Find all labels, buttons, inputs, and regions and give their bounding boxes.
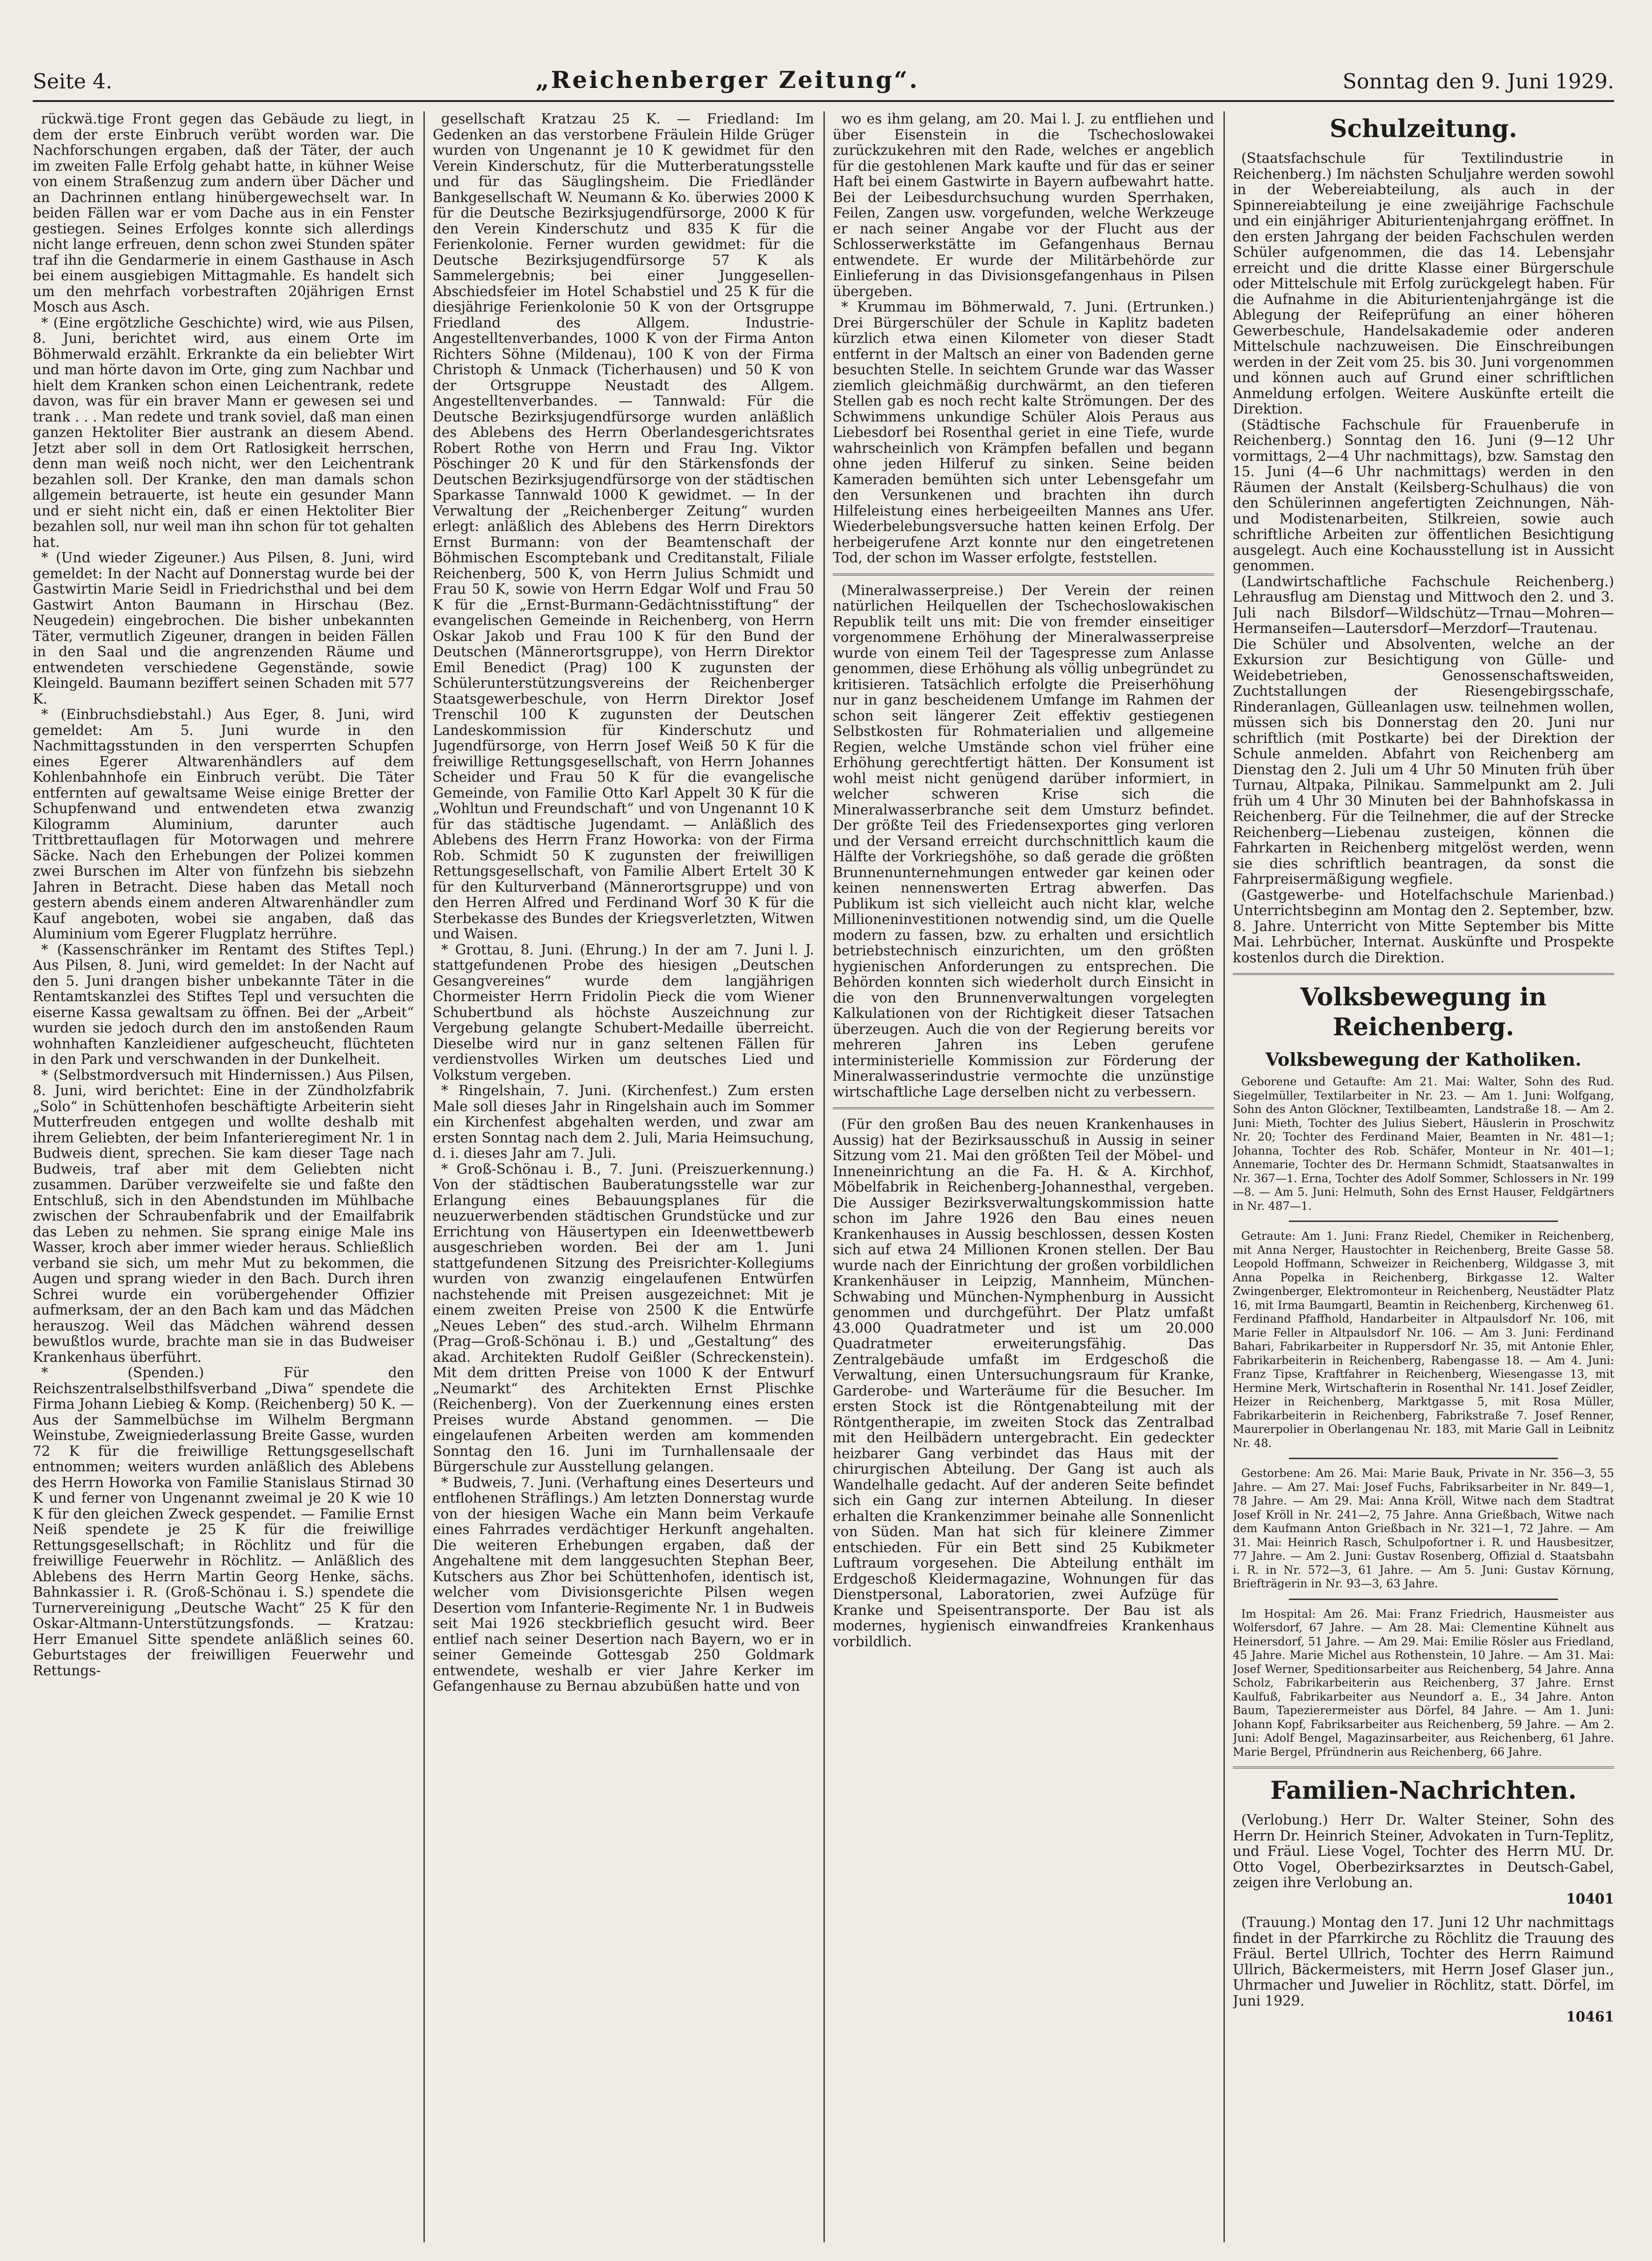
article: (Mineralwasserpreise.) Der Verein der reinen natürlichen Heilquellen der Tschechoslowakischen Republik teilt uns mit: Die von fremder einseitiger vorgenommene Erhöhung der Mineralwasserpreise wurde von einem Teil der Tagespresse zum Anlasse genommen, diese Erhöhung als völlig unbegründet zu kritisieren. Tatsächlich erfolgte die Preiserhöhung nur in ganz bescheidenem Umfange im Rahmen der schon seit längerer Zeit effektiv gestiegenen Selbstkosten für Rohmaterialien und allgemeine Regien, welche Umstände schon viel früher eine Erhöhung gerechtfertigt hätten. Der Konsument ist wohl meist nicht genügend darüber informiert, in welcher schweren Krise sich die Mineralwasserbranche seit dem Umsturz befindet. Der größte Teil des Friedensexportes ging verloren und der Versand erreicht durchschnittlich kaum die Hälfte der Vorkriegshöhe, so daß gerade die größten Brunnenunternehmungen entweder gar keinen oder keinen nennenswerten Ertrag abwerfen. Das Publikum ist sich vielleicht auch nicht klar, welche Millioneninvestitionen notwendig sind, um die Quelle modern zu fassen, bzw. zu erhalten und ersichtlich betriebstechnisch einzurichten, um den größten hygienischen Anforderungen zu entsprechen. Die Behörden konnten sich wiederholt durch Einsicht in die von den Brunnenverwaltungen vorgelegten Kalkulationen von der Richtigkeit dieser Tatsachen überzeugen. Auch die von der Regierung bereits vor mehreren Jahren ins Leben gerufene interministerielle Kommission zur Förderung der Mineralwasserindustrie vermochte die unzünstige wirtschaftliche Lage derselben nicht zu verbessern. — [833, 582, 1214, 1100]
article: * (Selbstmordversuch mit Hindernissen.) Aus Pilsen, 8. Juni, wird berichtet: Eine in der Zündholzfabrik „Solo“ in Schüttenhofen beschäftigte Arbeiterin sieht Mutterfreuden entgegen und wollte deshalb mit ihrem Geliebten, der beim Infanterieregiment Nr. 1 in Budweis dient, sprechen. Sie kam dieser Tage nach Budweis, traf aber mit dem Geliebten nicht zusammen. Darüber verzweifelte sie und faßte den Entschluß, sich in den Abendstunden im Mühlbache zwischen der Schraubenfabrik und der Emailfabrik das Leben zu nehmen. Sie sprang einige Male ins Wasser, kroch aber immer wieder heraus. Schließlich verband sie sich, um mehr Mut zu bekommen, die Augen und sprang wieder in den Bach. Durch ihren Schrei wurde ein vorübergehender Offizier aufmerksam, der an den Bach kam und das Mädchen herauszog. Weil das Mädchen während dessen bewußtlos wurde, brachte man sie in das Budweiser Krankenhaus überführt. — [33, 1067, 414, 1365]
section-heading-family: Familien-Nachrichten. — [1270, 1776, 1577, 1805]
page-number: Seite 4. — [33, 70, 112, 94]
article: (Staatsfachschule für Textilindustrie in Reichenberg.) Im nächsten Schuljahre werden sowohl in der Webereiabteilung, als auch in der Spinnereiabteilung je eine zweijährige Fachschule und ein einjähriger Abiturientenjahrgang eröffnet. In den ersten Jahrgang der beiden Fachschulen werden Schüler aufgenommen, die das 14. Lebensjahr erreicht und die dritte Klasse einer Bürgerschule oder Mittelschule mit Erfolg zurückgelegt haben. Für die Aufnahme in die Abiturientenjahrgänge ist die Ablegung der Reifeprüfung an einer höheren Gewerbeschule, Handelsakademie oder anderen Mittelschule nachzuweisen. Die Einschreibungen werden in der Zeit vom 25. bis 30. Juni vorgenommen und können auch auf Grund einer schriftlichen Anmeldung erfolgen. Weitere Auskünfte erteilt die Direktion. — [1233, 150, 1614, 417]
newspaper-title: „Reichenberger Zeitung“. — [535, 66, 919, 94]
column-4 — [1233, 111, 1614, 2242]
column-3 — [833, 111, 1214, 2242]
notice-text: (Trauung.) Montag den 17. Juni 12 Uhr nachmittags findet in der Pfarrkirche zu Röchlitz die Trauung des Fräul. Bertel Ullrich, Tochter des Herrn Raimund Ullrich, Bäckermeisters, mit Herrn Josef Glaser jun., Uhrmacher und Juwelier in Röchlitz, statt. Dörfel, im Juni 1929. — [1233, 1914, 1614, 2009]
article: (Landwirtschaftliche Fachschule Reichenberg.) Lehrausflug am Dienstag und Mittwoch den 2. und 3. Juli nach Bilsdorf—Wildschütz—Trnau—Mohren—Hermanseifen—Lautersdorf—Merzdorf—Trautenau. Die Schüler und Absolventen, welche an der Exkursion zur Besichtigung von Gülle- und Weidebetrieben, Genossenschaftsweiden, Zuchtstallungen der Riesengebirgsschafe, Rinderanlagen, Gülleanlagen usw. teilnehmen wollen, müssen sich bis Donnerstag den 20. Juni nur schriftlich (mit Postkarte) bei der Direktion der Schule anmelden. Abfahrt von Reichenberg am Dienstag den 2. Juli um 4 Uhr 50 Minuten früh über Turnau, Altpaka, Pilnikau. Sammelpunkt am 2. Juli früh um 4 Uhr 30 Minuten bei der Bahnhofskassa in Reichenberg. Für die Teilnehmer, die auf der Strecke Reichenberg—Liebenau zusteigen, können die Fahrkarten in Reichenberg mitgelöst werden, wenn sie dies schriftlich beantragen, da sonst die Fahrpreisermäßigung wegfiele. — [1233, 573, 1614, 887]
article: * (Eine ergötzliche Geschichte) wird, wie aus Pilsen, 8. Juni, berichtet wird, aus einem Orte im Böhmerwald erzählt. Erkrankte da ein beliebter Wirt und man hörte davon im Orte, ging zum Nachbar und hielt dem Kranken schon einen Leichentrank, redete davon, was für ein braver Mann er gewesen sei und trank . . . Man redete und trank soviel, daß man einen ganzen Hektoliter Bier austrank an diesem Abend. Jetzt aber soll in dem Ort Ratlosigkeit herrschen, denn man weiß noch nicht, wer den Leichentrank bezahlen soll. Der Kranke, den man damals schon allgemein betrauerte, ist heute ein gesunder Mann und er sieht nicht ein, daß er einen Hektoliter Bier bezahlen soll, nur weil man ihn schon für tot gehalten hat. — [33, 314, 414, 550]
vital-record: Geborene und Getaufte: Am 21. Mai: Walter, Sohn des Rud. Siegelmüller, Textilarbeiter in Nr. 23. — Am 1. Juni: Wolfgang, Sohn des Anton Glöckner, Textilbeamten, Landstraße 18. — Am 2. Juni: Mieth, Tochter des Julius Siebert, Häuslerin in Proschwitz Nr. 20; Tochter des Ferdinand Maier, Beamten in Nr. 481—1; Johanna, Tochter des Rob. Schäfer, Monteur in Nr. 401—1; Annemarie, Tochter des Dr. Hermann Schmidt, Staatsanwaltes in Nr. 367—1. Erna, Tochter des Adolf Sommer, Schlossers in Nr. 199—8. — Am 5. Juni: Helmuth, Sohn des Ernst Hauser, Feldgärtners in Nr. 487—1. — [1233, 1075, 1614, 1213]
page-header — [33, 22, 1614, 102]
section-divider — [1233, 1767, 1614, 1768]
vital-record: Im Hospital: Am 26. Mai: Franz Friedrich, Hausmeister aus Wolfersdorf, 67 Jahre. — Am 28. Mai: Clementine Kühnelt aus Heinersdorf, 51 Jahre. — Am 29. Mai: Emilie Rösler aus Friedland, 45 Jahre. Marie Michel aus Rothenstein, 10 Jahre. — Am 31. Mai: Josef Werner, Speditionsarbeiter aus Reichenberg, 54 Jahre. Anna Scholz, Fabrikarbeiterin aus Reichenberg, 37 Jahre. Ernst Kaulfuß, Fabrikarbeiter aus Neundorf a. E., 34 Jahre. Anton Baum, Tapezierermeister aus Dörfel, 84 Jahre. — Am 1. Juni: Johann Kopf, Fabriksarbeiter aus Reichenberg, 59 Jahre. — Am 2. Juni: Adolf Bengel, Magazinsarbeiter, aus Reichenberg, 61 Jahre. Marie Bergel, Pfründnerin aus Reichenberg, 66 Jahre. — [1233, 1607, 1614, 1759]
article: * Budweis, 7. Juni. (Verhaftung eines Deserteurs und entflohenen Sträflings.) Am letzten Donnerstag wurde von der hiesigen Wache ein Mann beim Verkaufe eines Fahrrades verdächtiger Herkunft angehalten. Die weiteren Erhebungen ergaben, daß der Angehaltene mit dem langgesuchten Stephan Beer, Kutschers aus Zhor bei Schüttenhofen, identisch ist, welcher vom Divisionsgerichte Pilsen wegen Desertion vom Infanterie-Regimente Nr. 1 in Budweis seit Mai 1926 steckbrieflich gesucht wird. Beer entlief nach seiner Desertion nach Bayern, wo er in seiner Gemeinde Gottesgab 250 Goldmark entwendete, weshalb er vier Jahre Kerker im Gefangenhause zu Bernau abzubüßen hatte und von — [433, 1474, 814, 1694]
notice-number: 10401 — [1566, 1890, 1614, 1907]
section-subheading: Volksbewegung der Katholiken. — [1265, 1049, 1582, 1070]
divider — [1289, 1221, 1558, 1222]
issue-date: Sonntag den 9. Juni 1929. — [1342, 70, 1614, 94]
column-2 — [433, 111, 814, 2242]
article: * (Und wieder Zigeuner.) Aus Pilsen, 8. Juni, wird gemeldet: In der Nacht auf Donnerstag wurde bei der Gastwirtin Marie Seidl in Friedrichsthal und bei dem Gastwirt Anton Baumann in Hirschau (Bez. Neugedein) eingebrochen. Die bisher unbekannten Täter, vermutlich Zigeuner, drangen in beiden Fällen in den Saal und die angrenzenden Räume und entwendeten verschiedene Gegenstände, sowie Kleingeld. Baumann beziffert seinen Schaden mit 577 K. — [33, 550, 414, 707]
columns — [33, 111, 1614, 2242]
article: (Für den großen Bau des neuen Krankenhauses in Aussig) hat der Bezirksausschuß in Aussig in seiner Sitzung vom 21. Mai den größten Teil der Möbel- und Inneneinrichtung an die Fa. H. & A. Kirchhof, Möbelfabrik in Reichenberg-Johannesthal, vergeben. Die Aussiger Bezirksverwaltungskommission hatte schon im Jahre 1926 den Bau eines neuen Krankenhauses in Aussig beschlossen, dessen Kosten sich auf etwa 24 Millionen Kronen stellen. Der Bau wurde nach der Einrichtung der großen vorbildlichen Krankenhäuser in Leipzig, Mannheim, München-Schwabing und München-Nymphenburg in Aussicht genommen und durchgeführt. Der Platz umfaßt 43.000 Quadratmeter und ist um 20.000 Quadratmeter erweiterungsfähig. Das Zentralgebäude umfaßt im Erdgeschoß die Verwaltung, einen Untersuchungsraum für Kranke, Garderobe- und Warteräume für die Besucher. Im ersten Stock ist die Röntgenabteilung mit der Röntgentherapie, im zweiten Stock das Zentralbad mit den Heilbädern untergebracht. Ein gedeckter heizbarer Gang verbindet das Haus mit der chirurgischen Abteilung. Der Gang ist auch als Wandelhalle gedacht. Auf der anderen Seite befindet sich ein Gang zur internen Abteilung. In dieser erhalten die Krankenzimmer beinahe alle Sonnenlicht von Süden. Man hat sich für kleinere Zimmer entschieden. Für ein Bett sind 25 Kubikmeter Luftraum vorgesehen. Die Abteilung enthält im Erdgeschoß Kleidermagazine, Wohnungen für das Dienstpersonal, Laboratorien, zwei Aufzüge für Kranke und Speisentransporte. Der Bau ist als modernes, hygienisch einwandfreies Krankenhaus vorbildlich. — [833, 1116, 1214, 1650]
section-divider — [1233, 973, 1614, 975]
notice-number: 10461 — [1566, 2008, 1614, 2025]
article: (Städtische Fachschule für Frauenberufe in Reichenberg.) Sonntag den 16. Juni (9—12 Uhr vormittags, 2—4 Uhr nachmittags), bzw. Samstag den 15. Juni (4—6 Uhr nachmittags) werden in den Räumen der Anstalt (Keilsberg-Schulhaus) die von den Schülerinnen angefertigten Zeichnungen, Näh- und Modistenarbeiten, Stilkreien, sowie auch schriftliche Arbeiten zur öffentlichen Besichtigung ausgelegt. Auch eine Kochausstellung ist in Aussicht genommen. — [1233, 416, 1614, 574]
article: * Groß-Schönau i. B., 7. Juni. (Preiszuerkennung.) Von der städtischen Bauberatungsstelle war zur Erlangung eines Bebauungsplanes für die neuzuerwerbenden städtischen Grundstücke und zur Errichtung von Häusertypen ein Ideenwettbewerb ausgeschrieben worden. Bei der am 1. Juni stattgefundenen Sitzung des Preisrichter-Kollegiums wurden von zwanzig eingelaufenen Entwürfen nachstehende mit Preisen ausgezeichnet: Mit je einem zweiten Preise von 2500 K die Entwürfe „Neues Leben“ des stud.-arch. Wilhelm Ehrmann (Prag—Groß-Schönau i. B.) und „Gestaltung“ des akad. Architekten Rudolf Geißler (Schreckenstein). Mit dem dritten Preise von 1000 K der Entwurf „Neumarkt“ des Architekten Ernst Plischke (Reichenberg). Von der Zuerkennung eines ersten Preises wurde Abstand genommen. — Die eingelaufenen Arbeiten werden am kommenden Sonntag den 16. Juni im Turnhallensaale der Bürgerschule zur Ausstellung gelangen. — [433, 1161, 814, 1475]
vital-record: Getraute: Am 1. Juni: Franz Riedel, Chemiker in Reichenberg, mit Anna Nerger, Haustochter in Reichenberg, Breite Gasse 58. Leopold Hoffmann, Schweizer in Reichenberg, Wildgasse 3, mit Anna Popelka in Reichenberg, Birkgasse 12. Walter Zwingenberger, Elektromonteur in Reichenberg, Neustädter Platz 16, mit Irma Baumgartl, Beamtin in Reichenberg, Kirchenweg 61. Ferdinand Pfaffhold, Handarbeiter in Altpaulsdorf Nr. 106, mit Marie Feller in Altpaulsdorf Nr. 106. — Am 3. Juni: Ferdinand Bahari, Fabrikarbeiter in Ruppersdorf Nr. 35, mit Antonie Ehler, Fabrikarbeiterin in Reichenberg, Rabengasse 18. — Am 4. Juni: Franz Tipse, Kraftfahrer in Reichenberg, Wiesengasse 13, mit Hermine Merk, Wirtschafterin in Rosenthal Nr. 141. Josef Zeidler, Heizer in Reichenberg, Marktgasse 5, mit Rosa Müller, Fabrikarbeiterin in Reichenberg, Fabrikstraße 7. Josef Renner, Maurerpolier in Oberlangenau Nr. 183, mit Marie Gall in Leibnitz Nr. 48. — [1233, 1229, 1614, 1450]
article: * (Einbruchsdiebstahl.) Aus Eger, 8. Juni, wird gemeldet: Am 5. Juni wurde in den Nachmittagsstunden in den versperrten Schupfen eines Egerer Altwarenhändlers auf dem Kohlenbahnhofe ein Einbruch verübt. Die Täter entfernten auf gewaltsame Weise einige Bretter der Schupfenwand und entwendeten etwa zwanzig Kilogramm Aluminium, darunter auch Trittbrettauflagen für Motorwagen und mehrere Säcke. Nach den Erhebungen der Polizei kommen zwei Burschen im Alter von fünfzehn bis siebzehn Jahren in Betracht. Diese haben das Metall noch gestern abends einem anderen Altwarenhändler zum Kauf angeboten, wobei sie angaben, daß das Aluminium vom Egerer Flugplatz herrühre. — [33, 706, 414, 942]
column-rule — [423, 111, 425, 2242]
section-divider — [833, 1107, 1214, 1109]
article: * (Spenden.) Für den Reichszentralselbsthilfsverband „Diwa“ spendete die Firma Johann Liebieg & Komp. (Reichenberg) 50 K. — Aus der Sammelbüchse im Wilhelm Bergmann Weinstube, Zweigniederlassung Breite Gasse, wurden 72 K für die freiwillige Rettungsgesellschaft entnommen; weiters wurden anläßlich des Ablebens des Herrn Howorka von Familie Stanislaus Stirnad 30 K und ferner von Ungenannt zweimal je 20 K wie 10 K für den gleichen Zweck gespendet. — Familie Ernst Neiß spendete je 25 K für die freiwillige Rettungsgesellschaft; in Röchlitz und für die freiwillige Feuerwehr in Röchlitz. — Anläßlich des Ablebens des Herrn Martin Georg Henke, sächs. Bahnkassier i. R. (Groß-Schönau i. S.) spendete die Turnervereinigung „Deutsche Wacht“ 25 K für den Oskar-Altmann-Unterstützungsfonds. — Kratzau: Herr Emanuel Sitte spendete anläßlich seines 60. Geburtstages der freiwilligen Feuerwehr und Rettungs- — [33, 1365, 414, 1679]
article: * Grottau, 8. Juni. (Ehrung.) In der am 7. Juni l. J. stattgefundenen Probe des hiesigen „Deutschen Gesangvereines“ wurde dem langjährigen Chormeister Herrn Fridolin Pieck die vom Wiener Schubertbund als höchste Auszeichnung zur Vergebung gelangte Schubert-Medaille überreicht. Dieselbe wird nur in ganz seltenen Fällen für verdienstvolles Wirken um deutsches Lied und Volkstum vergeben. — [433, 941, 814, 1083]
vital-record: Gestorbene: Am 26. Mai: Marie Bauk, Private in Nr. 356—3, 55 Jahre. — Am 27. Mai: Josef Fuchs, Fabriksarbeiter in Nr. 849—1, 78 Jahre. — Am 29. Mai: Anna Kröll, Witwe nach dem Stadtrat Josef Kröll in Nr. 241—2, 75 Jahre. Anna Grießbach, Witwe nach dem Kaufmann Anton Grießbach in Nr. 321—1, 72 Jahre. — Am 31. Mai: Heinrich Rasch, Schulpofortner i. R. und Hausbesitzer, 77 Jahre. — Am 2. Juni: Gustav Rosenberg, Offizial d. Staatsbahn i. R. in Nr. 572—3, 61 Jahre. — Am 5. Juni: Gustav Körnung, Briefträgerin in Nr. 93—3, 63 Jahre. — [1233, 1467, 1614, 1590]
divider — [1289, 1599, 1558, 1600]
column-rule — [1223, 111, 1225, 2242]
article: wo es ihm gelang, am 20. Mai l. J. zu entfliehen und über Eisenstein in die Tschechoslowakei zurückzukehren mit den Rade, welches er angeblich für die gestohlenen Mark kaufte und für das er seiner Haft bei einem Gastwirte in Bayern aufbewahrt hatte. Bei der Leibesdurchsuchung wurden Sperrhaken, Feilen, Zangen usw. vorgefunden, welche Werkzeuge er nach seiner Angabe vor der Flucht aus der Schlosserwerkstätte im Gefangenhaus Bernau entwendete. Er wurde der Militärbehörde zur Einlieferung in das Divisionsgefangenhaus in Pilsen übergeben. — [833, 111, 1214, 299]
article: * Ringelshain, 7. Juni. (Kirchenfest.) Zum ersten Male soll dieses Jahr in Ringelshain auch im Sommer ein Kirchenfest abgehalten werden, und zwar am ersten Sonntag nach dem 2. Juli, Maria Heimsuchung, d. i. dieses Jahr am 7. Juli. — [433, 1083, 814, 1161]
article: (Gastgewerbe- und Hotelfachschule Marienbad.) Unterrichtsbeginn am Montag den 2. September, bzw. 8. Jahre. Unterricht von Mitte September bis Mitte Mai. Lehrbücher, Internat. Auskünfte und Prospekte kostenlos durch die Direktion. — [1233, 887, 1614, 966]
column-1 — [33, 111, 414, 2242]
article: rückwä.tige Front gegen das Gebäude zu liegt, in dem der erste Einbruch verübt worden war. Die Nachforschungen ergaben, daß der Täter, der auch im zweiten Falle Erfolg gehabt hatte, in kühner Weise von einem Straßenzug zum andern über Dächer und an Dachrinnen entlang hinübergewechselt war. In beiden Fällen war er vom Dache aus in ein Fenster gestiegen. Seines Erfolges konnte sich allerdings nicht lange erfreuen, denn schon zwei Stunden später traf ihn die Gendarmerie in einem Gasthause in Asch bei einem ausgiebigen Mittagmahle. Es handelt sich um den mehrfach vorbestraften 20jährigen Ernst Mosch aus Asch. — [33, 111, 414, 315]
family-notice — [1233, 1812, 1614, 1906]
article: gesellschaft Kratzau 25 K. — Friedland: Im Gedenken an das verstorbene Fräulein Hilde Grüger wurden von Ungenannt je 10 K gewidmet für den Verein Kinderschutz, für die Mutterberatungsstelle und für das Säuglingsheim. Die Friedländer Bankgesellschaft W. Neumann & Ko. überwies 2000 K für die Deutsche Bezirksjugendfürsorge, 2000 K für den Verein Kinderschutz und 835 K für die Ferienkolonie. Ferner wurden gewidmet: für die Deutsche Bezirksjugendfürsorge 57 K als Sammelergebnis; bei einer Junggesellen-Abschiedsfeier im Hotel Schabstiel und 25 K für die diesjährige Ferienkolonie 50 K von der Ortsgruppe Friedland des Allgem. Industrie-Angestelltenverbandes, 1000 K von der Firma Anton Richters Söhne (Mildenau), 100 K von der Firma Christoph & Unmack (Ticherhausen) und 50 K von der Ortsgruppe Neustadt des Allgem. Angestelltenverbandes. — Tannwald: Für die Deutsche Bezirksjugendfürsorge wurden anläßlich des Ablebens des Herrn Oberlandesgerichtsrates Robert Rothe von Herrn und Frau Ing. Viktor Pöschinger 20 K und für den Stärkensfonds der Deutschen Bezirksjugendfürsorge von der städtischen Sparkasse Tannwald 1000 K gewidmet. — In der Verwaltung der „Reichenberger Zeitung“ wurden erlegt: anläßlich des Ablebens des Herrn Direktors Ernst Burmann: von der Beamtenschaft der Böhmischen Escomptebank und Creditanstalt, Filiale Reichenberg, 500 K, von Herrn Julius Schmidt und Frau 50 K, sowie von Herrn Edgar Wolf und Frau 50 K für die „Ernst-Burmann-Gedächtnisstiftung“ der evangelischen Gemeinde in Reichenberg, von Herrn Oskar Jakob und Frau 100 K für den Bund der Deutschen (Männerortsgruppe), von Herrn Direktor Emil Benedict (Prag) 100 K zugunsten der Schülerunterstützungsvereins der Reichenberger Staatsgewerbeschule, von Herrn Direktor Josef Trenschil 100 K zugunsten der Deutschen Landeskommission für Kinderschutz und Jugendfürsorge, von Herrn Josef Weiß 50 K für die freiwillige Rettungsgesellschaft, von Herrn Johannes Scheider und Frau 50 K für die evangelische Gemeinde, von Familie Otto Karl Appelt 30 K für die „Wohltun und Freundschaft“ und von Ungenannt 10 K für das städtische Jugendamt. — Anläßlich des Ablebens des Herrn Franz Howorka: von der Firma Rob. Schmidt 50 K zugunsten der freiwilligen Rettungsgesellschaft, von Familie Albert Ertelt 30 K für den Kulturverband (Männerortsgruppe) und von den Herren Alfred und Ferdinand Worf 30 K für die Sterbekasse des Bundes der Kriegsverletzten, Witwen und Waisen. — [433, 111, 814, 942]
divider — [1289, 1458, 1558, 1459]
article: * Krummau im Böhmerwald, 7. Juni. (Ertrunken.) Drei Bürgerschüler der Schule in Kaplitz badeten kürzlich etwa einen Kilometer von dieser Stadt entfernt in der Maltsch an einer von Badenden gerne besuchten Stelle. In seichtem Grunde war das Wasser ziemlich gleichmäßig durchwärmt, an den tieferen Stellen gab es noch recht kalte Strömungen. Der des Schwimmens unkundige Schüler Alois Peraus aus Liebesdorf bei Rosenthal geriet in eine Tiefe, wurde wahrscheinlich von Krämpfen befallen und begann ohne jeden Hilferuf zu sinken. Seine beiden Kameraden bemühten sich unter Lebensgefahr um den Versunkenen und brachten ihn durch Hilfeleistung eines herbeigeeilten Mannes ans Ufer. Wiederbelebungsversuche hatten keinen Erfolg. Der herbeigerufene Arzt konnte nur den eingetretenen Tod, der schon im Wasser erfolgte, feststellen. — [833, 299, 1214, 566]
section-heading-vital-records: Volksbewegung in Reichenberg. — [1300, 983, 1547, 1041]
section-divider — [833, 574, 1214, 575]
notice-text: (Verlobung.) Herr Dr. Walter Steiner, Sohn des Herrn Dr. Heinrich Steiner, Advokaten in Turn-Teplitz, und Fräul. Liese Vogel, Tochter des Herrn MU. Dr. Otto Vogel, Oberbezirksarztes in Deutsch-Gabel, zeigen ihre Verlobung an. — [1233, 1812, 1614, 1890]
column-rule — [823, 111, 825, 2242]
family-notice — [1233, 1915, 1614, 2025]
section-heading-school: Schulzeitung. — [1329, 115, 1518, 143]
article: * (Kassenschränker im Rentamt des Stiftes Tepl.) Aus Pilsen, 8. Juni, wird gemeldet: In der Nacht auf den 5. Juni drangen bisher unbekannte Täter in die Rentamtskanzlei des Stiftes Tepl und versuchten die eiserne Kassa gewaltsam zu öffnen. Bei der „Arbeit“ wurden sie jedoch durch den im anstoßenden Raum wohnhaften Kanzleidiener aufgescheucht, flüchteten in den Park und verschwanden in der Dunkelheit. — [33, 941, 414, 1067]
